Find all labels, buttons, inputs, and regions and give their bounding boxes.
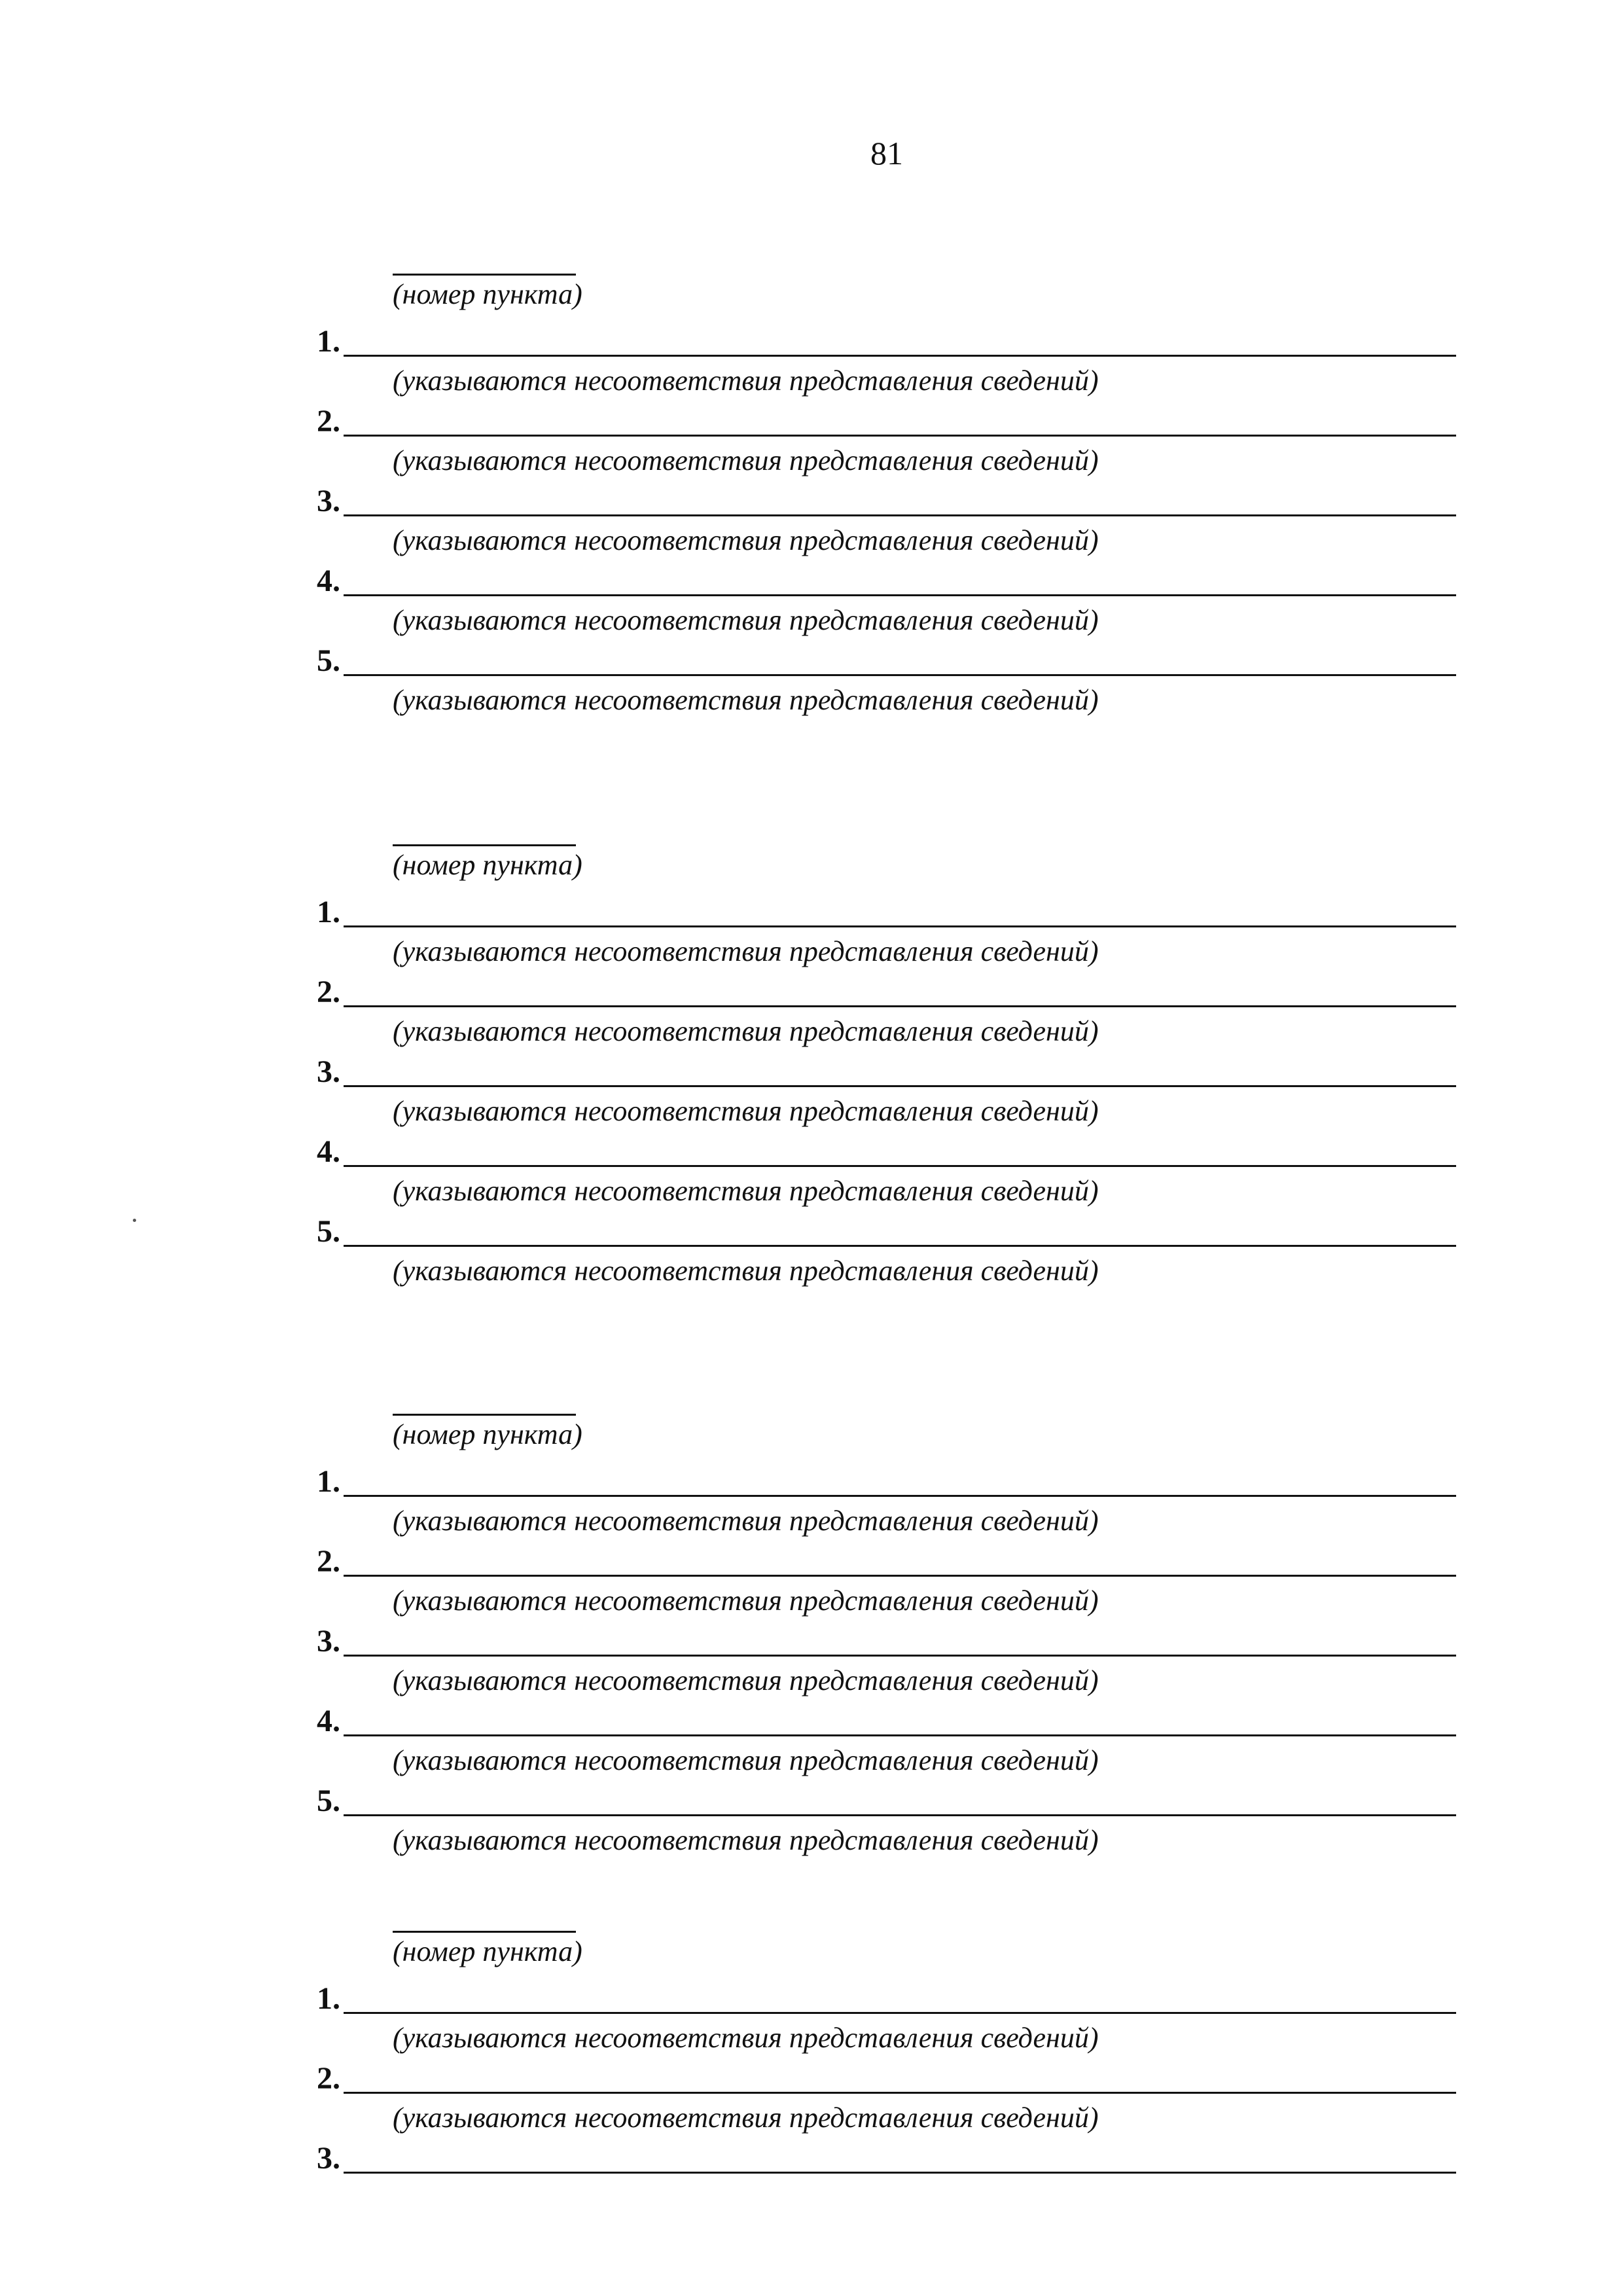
entry-number: 3. xyxy=(317,1624,340,1659)
entry-field[interactable] xyxy=(344,1575,1456,1577)
item-number-caption: (номер пункта) xyxy=(393,1418,582,1450)
scan-artifact-dot xyxy=(133,1219,136,1222)
entry-field[interactable] xyxy=(344,1245,1456,1247)
entry-number: 3. xyxy=(317,1054,340,1089)
entry-caption: (указываются несоответствия представления сведений) xyxy=(393,444,1099,476)
entry-caption: (указываются несоответствия представления сведений) xyxy=(393,1255,1099,1287)
entry-caption: (указываются несоответствия представления сведений) xyxy=(393,604,1099,636)
entry-field[interactable] xyxy=(344,594,1456,596)
entry-number: 4. xyxy=(317,1134,340,1169)
entry-number: 3. xyxy=(317,484,340,518)
entry-field[interactable] xyxy=(344,1734,1456,1736)
entry-number: 4. xyxy=(317,1704,340,1738)
item-number-field[interactable] xyxy=(393,274,576,276)
entry-caption: (указываются несоответствия представления сведений) xyxy=(393,1095,1099,1127)
entry-number: 2. xyxy=(317,404,340,439)
entry-caption: (указываются несоответствия представления сведений) xyxy=(393,1664,1099,1696)
entry-caption: (указываются несоответствия представления сведений) xyxy=(393,2022,1099,2054)
entry-caption: (указываются несоответствия представления сведений) xyxy=(393,1824,1099,1856)
item-number-caption: (номер пункта) xyxy=(393,1935,582,1967)
entry-field[interactable] xyxy=(344,925,1456,927)
entry-number: 1. xyxy=(317,1981,340,2016)
entry-caption: (указываются несоответствия представления сведений) xyxy=(393,1015,1099,1047)
entry-caption: (указываются несоответствия представления сведений) xyxy=(393,524,1099,556)
entry-caption: (указываются несоответствия представления сведений) xyxy=(393,684,1099,716)
page-number: 81 xyxy=(870,135,903,171)
entry-field[interactable] xyxy=(344,1085,1456,1087)
entry-field[interactable] xyxy=(344,2172,1456,2174)
item-number-caption: (номер пункта) xyxy=(393,278,582,310)
item-number-caption: (номер пункта) xyxy=(393,849,582,881)
entry-field[interactable] xyxy=(344,1165,1456,1167)
entry-field[interactable] xyxy=(344,2012,1456,2014)
item-number-field[interactable] xyxy=(393,1931,576,1933)
entry-field[interactable] xyxy=(344,1655,1456,1657)
entry-field[interactable] xyxy=(344,1814,1456,1816)
entry-field[interactable] xyxy=(344,435,1456,437)
entry-caption: (указываются несоответствия представления сведений) xyxy=(393,1585,1099,1617)
entry-field[interactable] xyxy=(344,1495,1456,1497)
entry-number: 5. xyxy=(317,643,340,678)
entry-caption: (указываются несоответствия представления сведений) xyxy=(393,1744,1099,1776)
entry-field[interactable] xyxy=(344,2092,1456,2094)
entry-number: 1. xyxy=(317,1464,340,1499)
item-number-field[interactable] xyxy=(393,1414,576,1416)
entry-number: 2. xyxy=(317,2061,340,2096)
entry-number: 1. xyxy=(317,324,340,359)
entry-number: 2. xyxy=(317,1544,340,1579)
entry-caption: (указываются несоответствия представления сведений) xyxy=(393,1505,1099,1537)
entry-field[interactable] xyxy=(344,355,1456,357)
entry-number: 1. xyxy=(317,895,340,929)
entry-field[interactable] xyxy=(344,1005,1456,1007)
entry-number: 4. xyxy=(317,564,340,598)
entry-caption: (указываются несоответствия представления сведений) xyxy=(393,1175,1099,1207)
entry-caption: (указываются несоответствия представления сведений) xyxy=(393,935,1099,967)
entry-number: 2. xyxy=(317,975,340,1009)
entry-number: 5. xyxy=(317,1784,340,1818)
entry-number: 5. xyxy=(317,1214,340,1249)
entry-field[interactable] xyxy=(344,514,1456,516)
entry-caption: (указываются несоответствия представления сведений) xyxy=(393,365,1099,397)
entry-number: 3. xyxy=(317,2141,340,2176)
item-number-field[interactable] xyxy=(393,844,576,846)
entry-field[interactable] xyxy=(344,674,1456,676)
entry-caption: (указываются несоответствия представления сведений) xyxy=(393,2102,1099,2134)
